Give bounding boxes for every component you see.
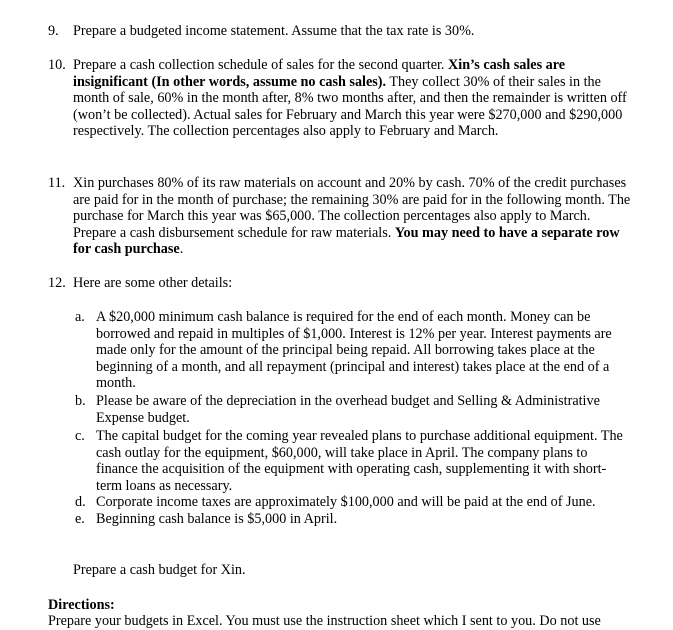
subitem-text: A $20,000 minimum cash balance is required for the end of each month. Money can be borrowed and repaid in multiples of $1,000. Interest is 12% per year. Interest payments are made only for the amount of the principal being repaid. All borrowing takes place at the beginning of a month, and all repayment (principal and interest) takes place at the end of a month.	[96, 309, 612, 392]
bold-text-run: Xin’s cash sales are insignificant (In other words, assume no cash sales).	[73, 57, 566, 90]
text-run: .	[179, 241, 184, 258]
subitem-text: The capital budget for the coming year revealed plans to purchase additional equipment. The cash outlay for the equipment, $60,000, will take place in April. The company plans to finance the acquisition of the equipment with operating cash, supplementing it with short-term loans as necessary.	[96, 428, 623, 494]
item-12	[48, 275, 638, 292]
subitem-letter: d.	[75, 494, 86, 510]
subitem-letter: c.	[75, 428, 85, 444]
item-number: 11.	[48, 175, 66, 191]
subitem-e	[75, 511, 635, 528]
subitem-d	[75, 494, 635, 511]
item-text: Prepare a budgeted income statement. Assume that the tax rate is 30%.	[73, 23, 475, 39]
subitem-a	[75, 309, 635, 392]
subitem-letter: b.	[75, 393, 86, 409]
subitem-text: Beginning cash balance is $5,000 in April.	[96, 511, 338, 527]
item-10	[48, 57, 638, 140]
item-text	[73, 175, 633, 258]
subitem-text: Please be aware of the depreciation in the overhead budget and Selling & Administrative Expense budget.	[96, 393, 600, 426]
item-text: Here are some other details:	[73, 275, 233, 291]
directions-text: Prepare your budgets in Excel. You must use the instruction sheet which I sent to you. Do not use	[48, 613, 601, 629]
item-9	[48, 23, 638, 40]
subitem-c	[75, 428, 635, 494]
bold-text-run: You may need to have a separate row for cash purchase	[73, 224, 620, 258]
subitem-text: Corporate income taxes are approximately $100,000 and will be paid at the end of June.	[96, 494, 596, 510]
subitem-letter: a.	[75, 309, 85, 325]
item-number: 12.	[48, 275, 66, 291]
directions-heading-text: Directions:	[48, 597, 115, 613]
directions-heading	[48, 597, 115, 614]
item-11	[48, 175, 638, 258]
item-number: 9.	[48, 23, 59, 39]
item-text	[73, 57, 633, 140]
item-number: 10.	[48, 57, 66, 73]
subitem-letter: e.	[75, 511, 85, 527]
text-run: Xin purchases 80% of its raw materials on account and 20% by cash. 70% of the credit purchases are paid for in the month of purchase; the remaining 30% are paid for in the following month. The purchase for March this year was $65,000. The collection percentages also apply to March. Prepare a cash disbursement schedule for raw materials.	[73, 175, 631, 241]
subitem-b	[75, 393, 635, 426]
cash-budget-prompt: Prepare a cash budget for Xin.	[73, 562, 246, 578]
text-run: Prepare a cash collection schedule of sales for the second quarter.	[73, 57, 449, 73]
text-run: They collect 30% of their sales in the month of sale, 60% in the month after, 8% two months after, and then the remainder is written off (won’t be collected). Actual sales for February and March this year were $270,000 and $290,000 respectively. The collection percentages also apply to February and March.	[73, 73, 627, 140]
